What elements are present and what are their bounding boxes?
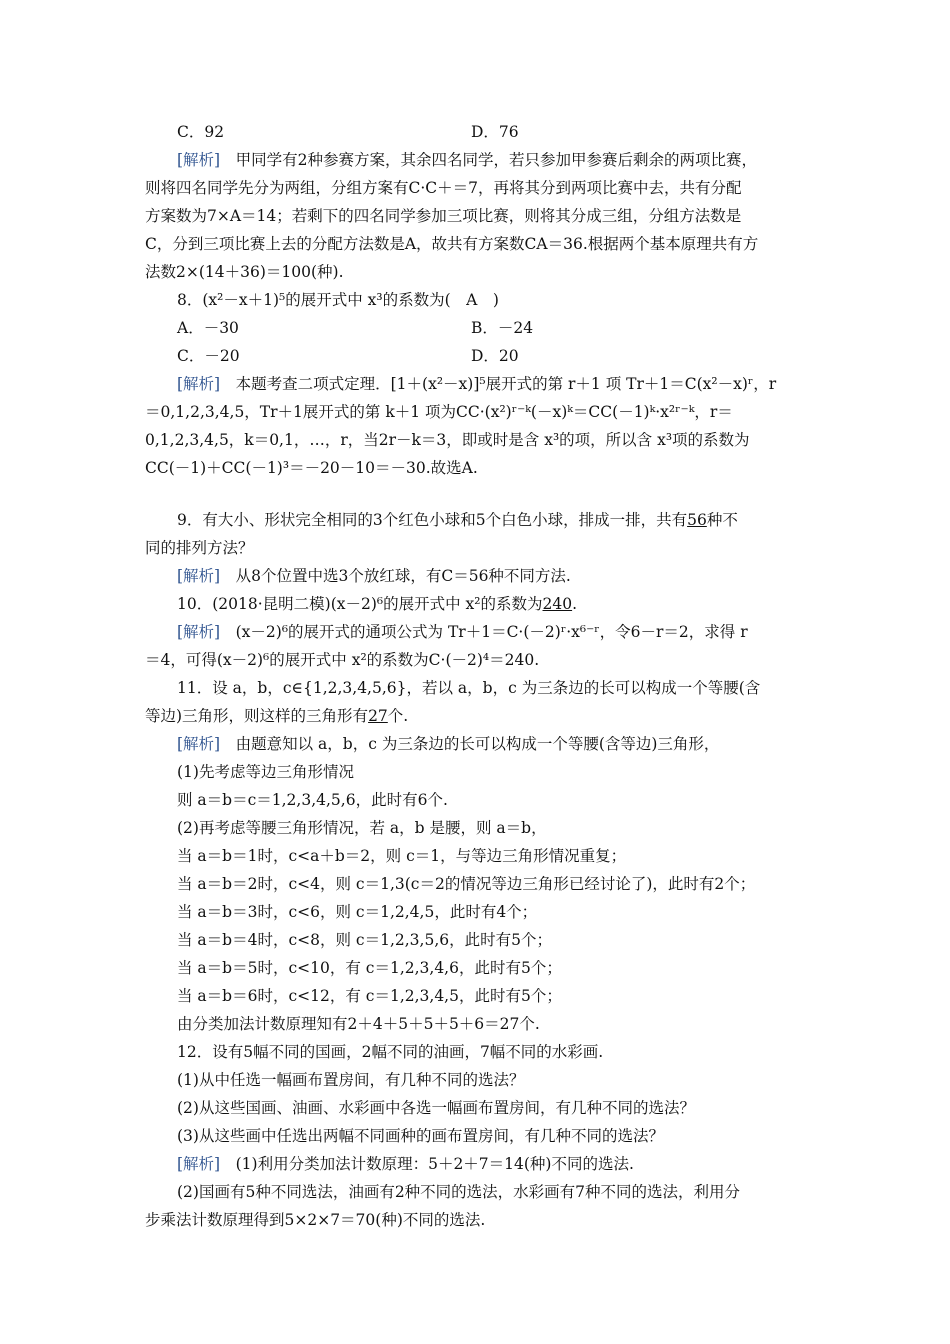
q12-solution-2a: (2)国画有5种不同选法，油画有2种不同的选法，水彩画有7种不同的选法，利用分 <box>177 1183 741 1201</box>
q11-line: (2)再考虑等腰三角形情况，若 a，b 是腰，则 a＝b， <box>177 819 547 837</box>
q8-option-c: C．－20 <box>177 347 240 365</box>
q12-solution-1 <box>177 1153 634 1175</box>
q8-option-a: A．－30 <box>177 319 239 337</box>
q11-line: 当 a＝b＝3时，c<6，则 c＝1,2,4,5，此时有4个； <box>177 903 538 921</box>
q12-part: (2)从这些国画、油画、水彩画中各选一幅画布置房间，有几种不同的选法？ <box>177 1099 695 1117</box>
q10-stem <box>177 593 577 615</box>
solution-tag: [解析] <box>177 735 221 753</box>
q7-solution-line-2: 则将四名同学先分为两组，分组方案有C·C＋＝7，再将其分到两项比赛中去，共有分配 <box>145 179 742 197</box>
solution-tag: [解析] <box>177 151 221 169</box>
solution-tag: [解析] <box>177 567 221 585</box>
q10-answer: 240 <box>542 595 573 613</box>
solution-tag: [解析] <box>177 623 221 641</box>
q11-line: 则 a＝b＝c＝1,2,3,4,5,6，此时有6个. <box>177 791 448 809</box>
q8-solution-line-2: ＝0,1,2,3,4,5，Tr＋1展开式的第 k＋1 项为CC·(x²)ʳ⁻ᵏ(－x)ᵏ＝CC(－1)ᵏ·x²ʳ⁻ᵏ，r＝ <box>145 403 733 421</box>
q10-solution-line-1 <box>177 621 748 643</box>
solution-text: 由题意知以 a，b，c 为三条边的长可以构成一个等腰(含等边)三角形， <box>235 735 720 753</box>
solution-text: (1)利用分类加法计数原理：5＋2＋7＝14(种)不同的选法. <box>235 1155 634 1173</box>
stem-text: 个. <box>387 707 409 725</box>
q7-solution-line-4: C，分到三项比赛上去的分配方法数是A，故共有方案数CA＝36.根据两个基本原理共有方 <box>145 235 759 253</box>
solution-text: (x－2)⁶的展开式的通项公式为 Tr＋1＝C·(－2)ʳ·x⁶⁻ʳ，令6－r＝2，求得 r <box>235 623 748 641</box>
q11-line: 当 a＝b＝2时，c<4，则 c＝1,3(c＝2的情况等边三角形已经讨论了)，此时有2个； <box>177 875 756 893</box>
stem-text: 9．有大小、形状完全相同的3个红色小球和5个白色小球，排成一排，共有 <box>177 511 688 529</box>
q11-line: (1)先考虑等边三角形情况 <box>177 763 354 781</box>
q8-solution-line-4: CC(－1)＋CC(－1)³＝－20－10＝－30.故选A. <box>145 459 478 477</box>
q11-line: 当 a＝b＝5时，c<10，有 c＝1,2,3,4,6，此时有5个； <box>177 959 562 977</box>
q7-solution-line-1 <box>177 149 757 171</box>
q12-part: (1)从中任选一幅画布置房间，有几种不同的选法？ <box>177 1071 525 1089</box>
stem-text: 种不 <box>706 511 738 529</box>
q7-option-d: D．76 <box>471 123 519 141</box>
q9-stem <box>177 509 738 531</box>
q11-stem-line-1: 11．设 a，b，c∈{1,2,3,4,5,6}，若以 a，b，c 为三条边的长可以构成一个等腰(含 <box>177 679 761 697</box>
q11-answer: 27 <box>368 707 388 725</box>
q9-answer: 56 <box>687 511 707 529</box>
q11-line: 当 a＝b＝4时，c<8，则 c＝1,2,3,5,6，此时有5个； <box>177 931 552 949</box>
solution-tag: [解析] <box>177 375 221 393</box>
solution-text: 从8个位置中选3个放红球，有C＝56种不同方法. <box>235 567 571 585</box>
q8-option-b: B．－24 <box>471 319 534 337</box>
q10-solution-line-2: ＝4，可得(x－2)⁶的展开式中 x²的系数为C·(－2)⁴＝240. <box>145 651 540 669</box>
q8-solution-line-3: 0,1,2,3,4,5，k＝0,1，…，r，当2r－k＝3，即或时是含 x³的项，所以含 x³项的系数为 <box>145 431 750 449</box>
q8-solution-line-1 <box>177 373 776 395</box>
solution-tag: [解析] <box>177 1155 221 1173</box>
q8-option-d: D．20 <box>471 347 519 365</box>
q7-option-c: C．92 <box>177 123 225 141</box>
q9-stem-line-2: 同的排列方法？ <box>145 539 254 557</box>
q7-solution-line-3: 方案数为7×A＝14；若剩下的四名同学参加三项比赛，则将其分成三组，分组方法数是 <box>145 207 742 225</box>
solution-text: 甲同学有2种参赛方案，其余四名同学，若只参加甲参赛后剩余的两项比赛， <box>235 151 757 169</box>
q11-stem-line-2 <box>145 705 408 727</box>
q11-solution <box>177 733 719 755</box>
q9-solution <box>177 565 571 587</box>
solution-text: 本题考查二项式定理．[1＋(x²－x)]⁵展开式的第 r＋1 项 Tr＋1＝C(x²－x)ʳ，r <box>235 375 777 393</box>
q11-line: 由分类加法计数原理知有2＋4＋5＋5＋5＋6＝27个. <box>177 1015 540 1033</box>
q12-part: (3)从这些画中任选出两幅不同画种的画布置房间，有几种不同的选法？ <box>177 1127 664 1145</box>
stem-text: 10．(2018·昆明二模)(x－2)⁶的展开式中 x²的系数为 <box>177 595 543 613</box>
stem-text: 等边)三角形，则这样的三角形有 <box>145 707 369 725</box>
stem-text: . <box>572 595 578 613</box>
q12-stem: 12．设有5幅不同的国画，2幅不同的油画，7幅不同的水彩画. <box>177 1043 604 1061</box>
q11-line: 当 a＝b＝6时，c<12，有 c＝1,2,3,4,5，此时有5个； <box>177 987 562 1005</box>
q8-stem: 8．(x²－x＋1)⁵的展开式中 x³的系数为( A ) <box>177 291 499 309</box>
q12-solution-2b: 步乘法计数原理得到5×2×7＝70(种)不同的选法. <box>145 1211 486 1229</box>
q7-solution-line-5: 法数2×(14＋36)＝100(种). <box>145 263 344 281</box>
q11-line: 当 a＝b＝1时，c<a＋b＝2，则 c＝1，与等边三角形情况重复； <box>177 847 627 865</box>
